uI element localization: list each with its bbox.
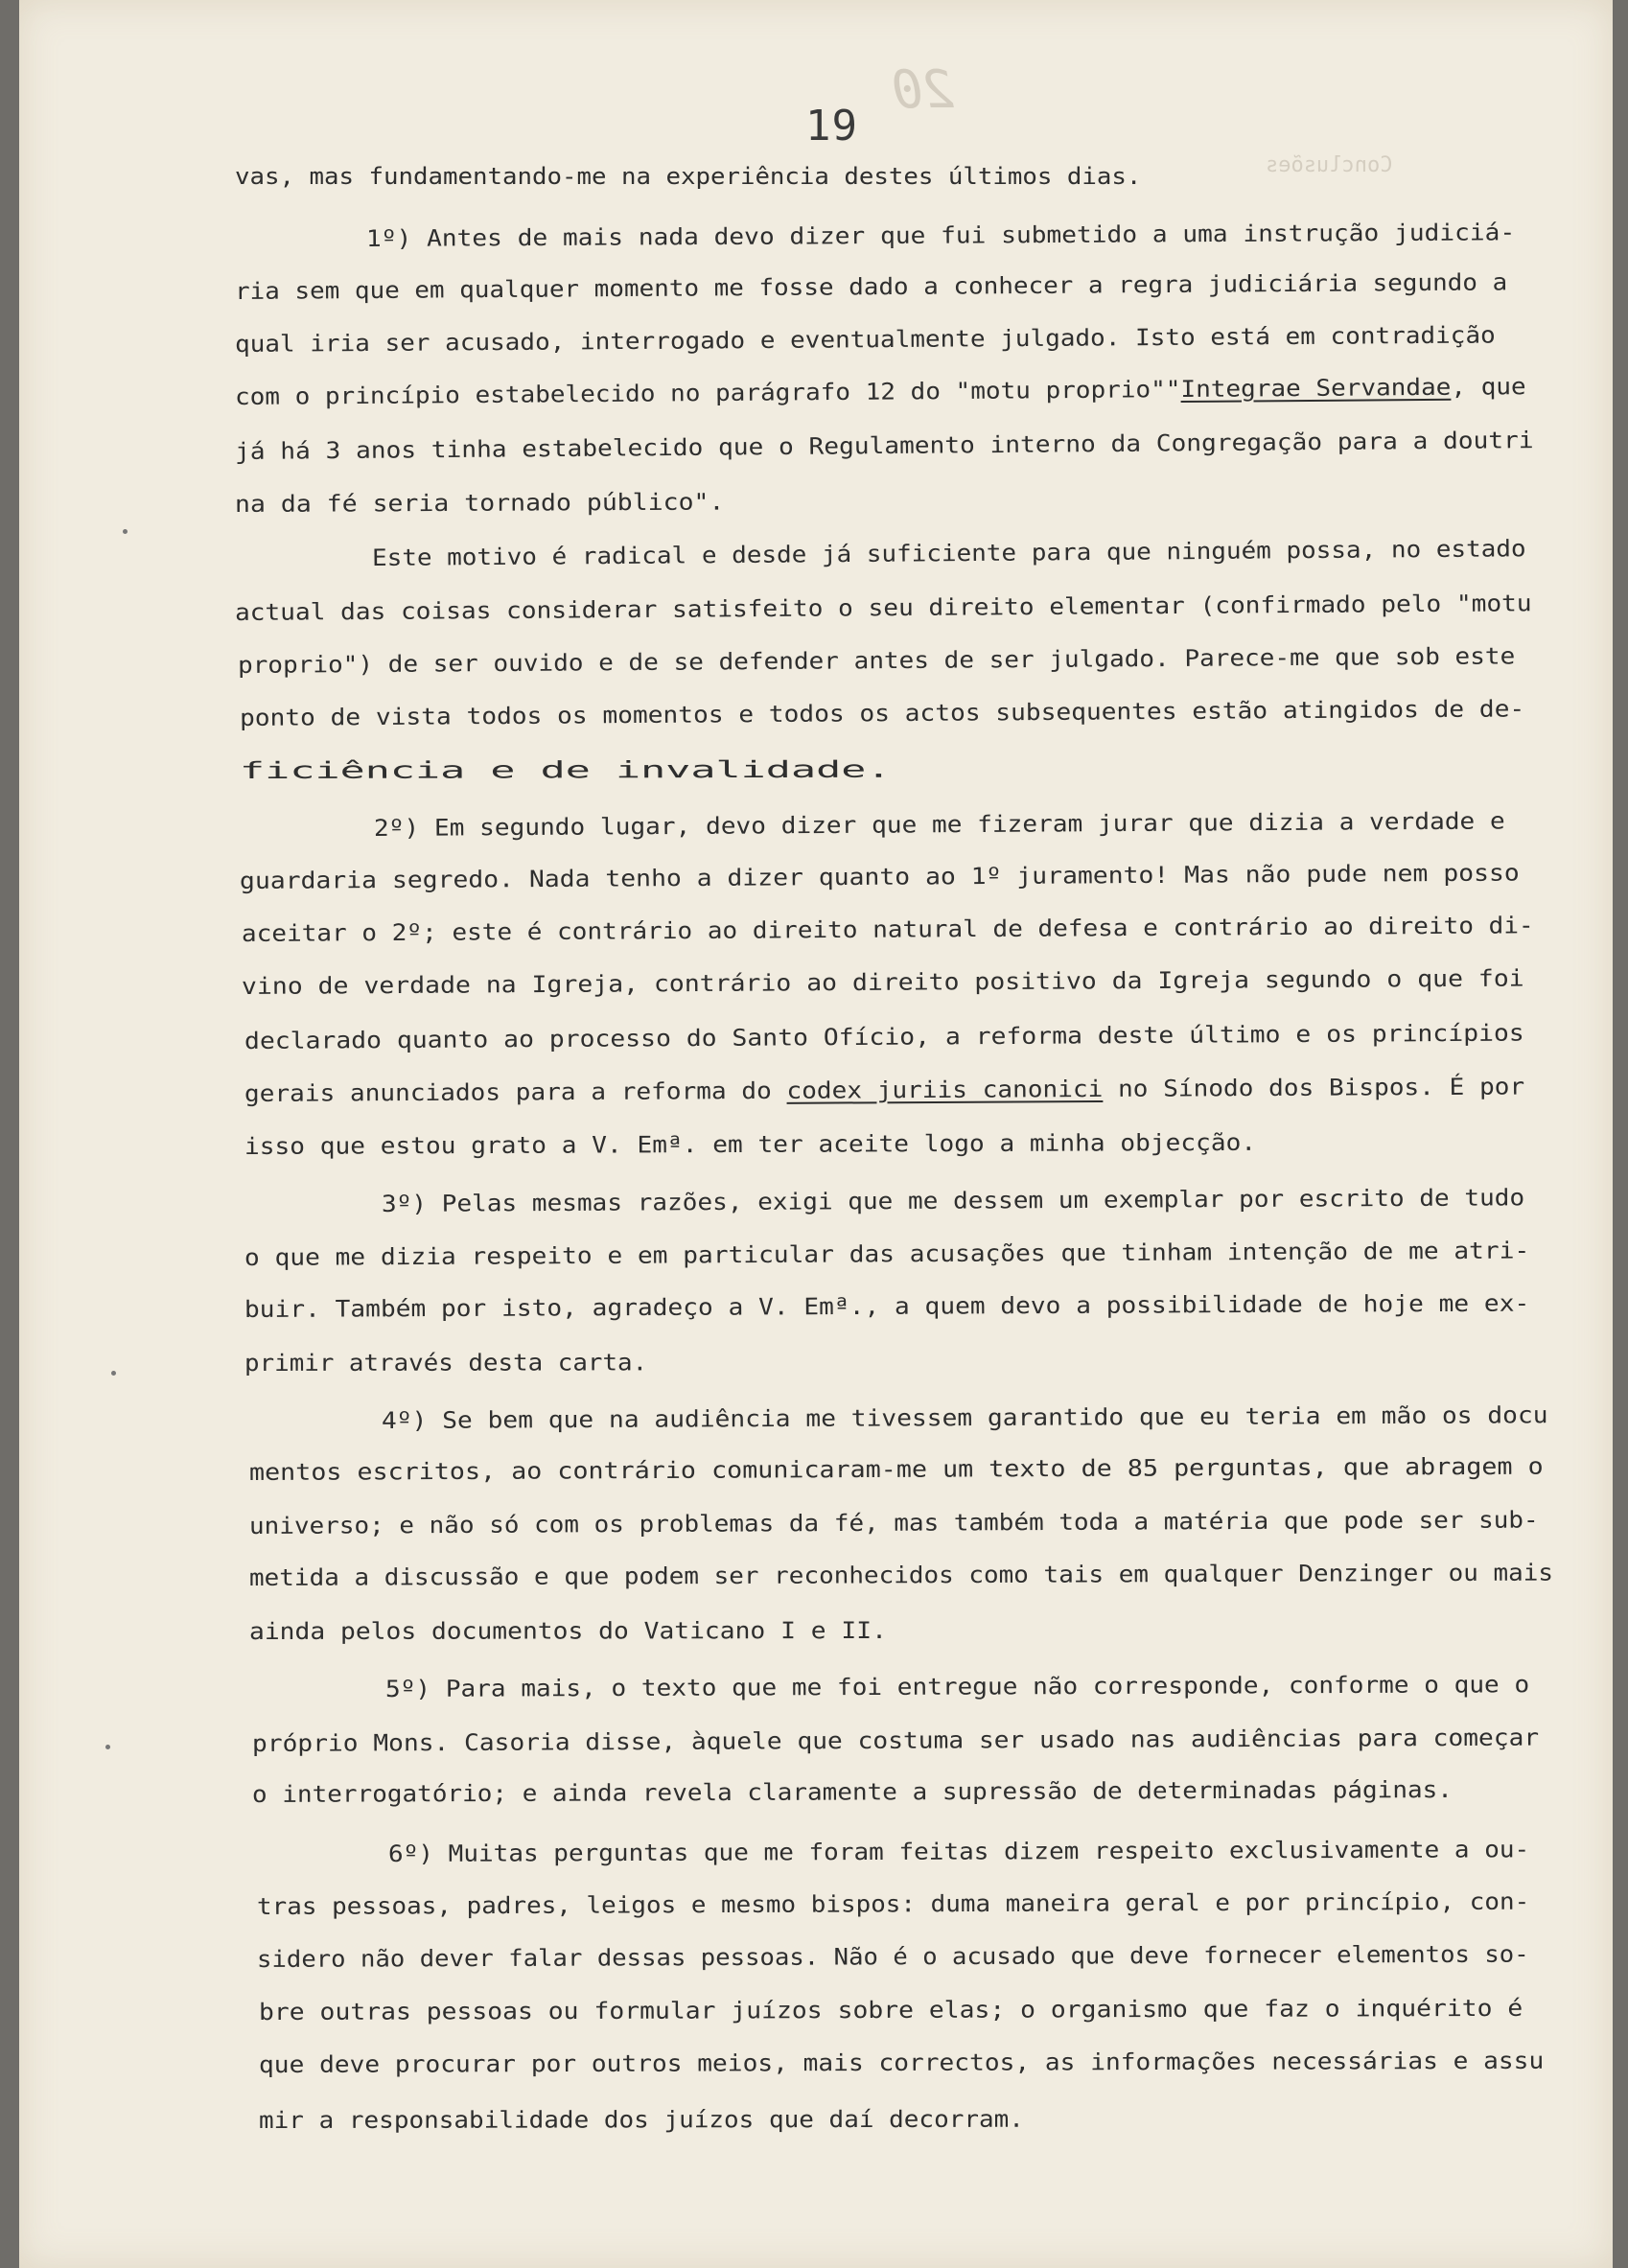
text-line <box>235 590 1532 626</box>
text-segment: vino de verdade na Igreja, contrário ao direito positivo da Igreja segundo o que foi <box>241 964 1524 1000</box>
underlined-term: Integrae Servandae <box>1180 373 1452 404</box>
text-segment: ponto de vista todos os momentos e todos os actos subsequentes estão atingidos de de- <box>239 695 1525 731</box>
text-segment: bre outras pessoas ou formular juízos sobre elas; o organismo que faz o inquérito é <box>258 1994 1523 2025</box>
text-segment: no Sínodo dos Bispos. É por <box>1103 1073 1525 1102</box>
text-segment: ainda pelos documentos do Vaticano I e II. <box>248 1616 887 1645</box>
text-line <box>240 756 892 784</box>
text-segment: declarado quanto ao processo do Santo Ofício, a reforma deste último e os princípios <box>244 1019 1524 1054</box>
text-line <box>235 268 1507 305</box>
text-line <box>244 1349 647 1377</box>
text-line <box>235 427 1534 465</box>
text-segment: mentos escritos, ao contrário comunicaram-me um texto de 85 perguntas, que abragem o <box>248 1452 1544 1486</box>
text-line <box>244 1290 1529 1323</box>
text-line <box>235 489 725 518</box>
text-segment: mir a responsabilidade dos juízos que daí decorram. <box>258 2105 1024 2134</box>
text-segment: 2º) Em segundo lugar, devo dizer que me fizeram jurar que dizia a verdade e <box>373 807 1505 842</box>
text-line <box>388 1836 1529 1867</box>
text-line <box>235 321 1496 358</box>
body-text <box>19 0 1613 2268</box>
text-line <box>249 1453 1544 1486</box>
text-line <box>238 642 1515 679</box>
text-segment: sidero não dever falar dessas pessoas. Não é o acusado que deve fornecer elementos so- <box>256 1940 1529 1973</box>
text-line <box>235 373 1526 410</box>
text-line <box>374 807 1505 842</box>
text-segment: o interrogatório; e ainda revela claramente a supressão de determinadas páginas. <box>251 1775 1453 1808</box>
text-segment: isso que estou grato a V. Emª. em ter aceite logo a minha objecção. <box>244 1128 1257 1160</box>
text-segment: 6º) Muitas perguntas que me foram feitas dizem respeito exclusivamente a ou- <box>387 1836 1530 1867</box>
text-line <box>259 2106 1024 2134</box>
text-line <box>249 1617 887 1645</box>
text-segment: gerais anunciados para a reforma do <box>244 1076 787 1107</box>
text-segment: qual iria ser acusado, interrogado e eventualmente julgado. Isto está em contradição <box>234 321 1496 358</box>
text-segment: o que me dizia respeito e em particular das acusações que tinham intenção de me atri- <box>244 1237 1530 1271</box>
paper-speck <box>111 1371 116 1376</box>
text-line <box>252 1776 1453 1808</box>
paper-speck <box>105 1745 110 1749</box>
bleed-through-heading: Conclusões <box>1266 153 1393 177</box>
text-segment: guardaria segredo. Nada tenho a dizer quanto ao 1º juramento! Mas não pude nem posso <box>239 859 1520 894</box>
text-line <box>242 965 1524 1000</box>
text-line <box>242 912 1534 947</box>
document-page <box>19 0 1613 2268</box>
text-segment: universo; e não só com os problemas da fé, mas também toda a matéria que pode ser sub- <box>248 1506 1539 1539</box>
text-line <box>244 1073 1524 1107</box>
text-line <box>259 1995 1523 2025</box>
text-segment: metida a discussão e que podem ser reconhecidos como tais em qualquer Denzinger ou mais <box>248 1559 1554 1591</box>
text-segment: com o princípio estabelecido no parágrafo 12 do "motu proprio"" <box>234 376 1181 410</box>
text-line <box>252 1724 1539 1757</box>
page-number: 19 <box>805 102 858 150</box>
text-segment: próprio Mons. Casoria disse, àquele que costuma ser usado nas audiências para começar <box>251 1724 1540 1757</box>
text-line <box>385 1671 1529 1702</box>
text-segment: 5º) Para mais, o texto que me foi entregue não corresponde, conforme o que o <box>384 1671 1530 1702</box>
text-segment: ficiência e de invalidade. <box>239 755 892 784</box>
text-segment: Este motivo é radical e desde já suficiente para que ninguém possa, no estado <box>371 535 1526 571</box>
text-segment: que deve procurar por outros meios, mais correctos, as informações necessárias e assu <box>258 2047 1545 2078</box>
text-line <box>366 219 1515 252</box>
text-line <box>382 1184 1524 1217</box>
text-segment: , que <box>1451 373 1526 401</box>
text-segment: proprio") de ser ouvido e de se defender antes de ser julgado. Parece-me que sob este <box>237 642 1516 679</box>
text-segment: 4º) Se bem que na audiência me tivessem garantido que eu teria em mão os docu <box>381 1401 1548 1434</box>
text-line <box>240 860 1520 894</box>
text-line <box>249 1506 1539 1539</box>
text-line <box>372 535 1526 571</box>
underlined-term: codex juriis canonici <box>786 1075 1104 1104</box>
text-line <box>244 1237 1529 1271</box>
text-line <box>244 1129 1256 1160</box>
bleed-through-page-number: 20 <box>892 59 955 120</box>
paper-speck <box>123 529 128 534</box>
text-segment: 1º) Antes de mais nada devo dizer que fui submetido a uma instrução judiciá- <box>365 219 1516 252</box>
text-line <box>257 1941 1529 1973</box>
text-line <box>259 2048 1544 2078</box>
text-segment: buir. Também por isto, agradeço a V. Emª., a quem devo a possibilidade de hoje me ex- <box>244 1289 1530 1323</box>
text-segment: tras pessoas, padres, leigos e mesmo bispos: duma maneira geral e por princípio, con- <box>256 1887 1530 1920</box>
text-segment: 3º) Pelas mesmas razões, exigi que me dessem um exemplar por escrito de tudo <box>381 1184 1525 1217</box>
text-segment: ria sem que em qualquer momento me fosse dado a conhecer a regra judiciária segundo a <box>234 268 1508 305</box>
text-segment: já há 3 anos tinha estabelecido que o Regulamento interno da Congregação para a doutri <box>234 427 1534 465</box>
text-segment: na da fé seria tornado público". <box>234 488 725 518</box>
text-line <box>249 1560 1553 1591</box>
text-segment: actual das coisas considerar satisfeito o seu direito elementar (confirmado pelo "motu <box>234 590 1532 626</box>
text-line <box>382 1401 1548 1434</box>
text-line <box>240 695 1524 731</box>
text-line <box>235 163 1141 190</box>
text-line <box>257 1888 1529 1920</box>
text-segment: aceitar o 2º; este é contrário ao direito natural de defesa e contrário ao direito di- <box>241 912 1534 947</box>
text-segment: vas, mas fundamentando-me na experiência destes últimos dias. <box>235 163 1142 190</box>
text-line <box>244 1020 1524 1054</box>
text-segment: primir através desta carta. <box>244 1349 648 1377</box>
